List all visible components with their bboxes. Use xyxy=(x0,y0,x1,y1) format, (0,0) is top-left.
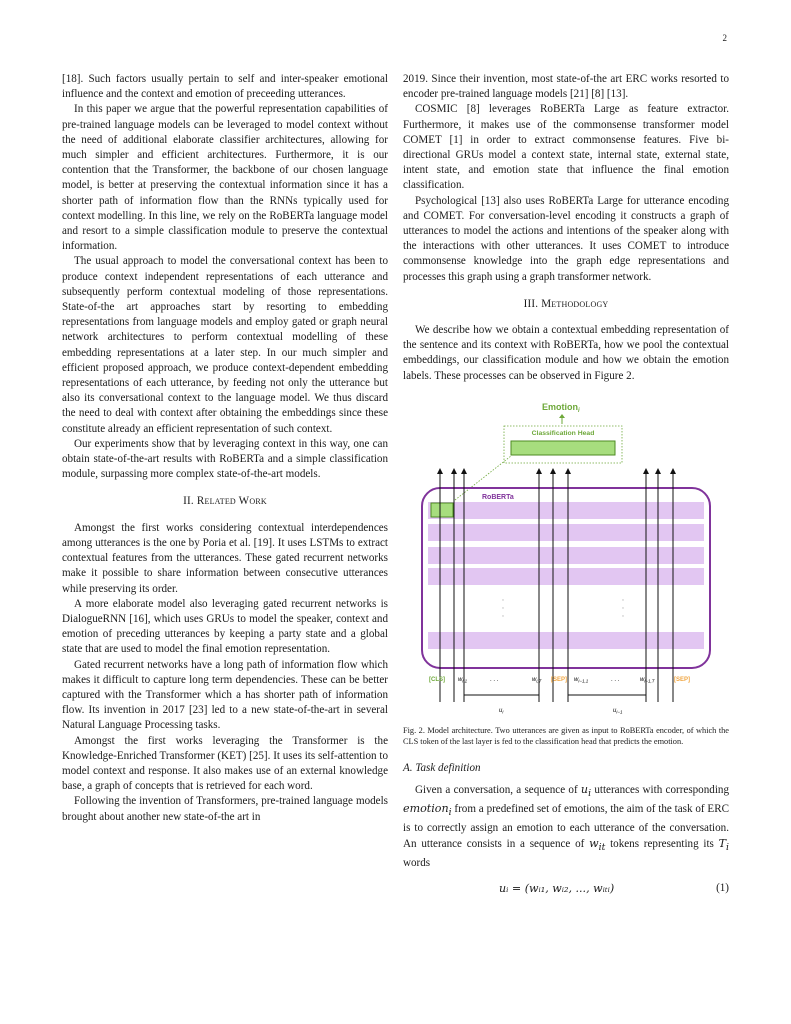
paragraph: Following the invention of Transformers, pre-trained language models brought about another new state-of-the art in xyxy=(62,795,388,823)
sep-token: [SEP] xyxy=(551,676,568,683)
math-var: $u_i$ xyxy=(580,783,592,800)
cls-token: [CLS] xyxy=(429,676,445,683)
token-w-last: $w_{i-1,T}$ xyxy=(640,676,655,684)
token-dots: . . . xyxy=(611,676,620,683)
roberta-label: RoBERTa xyxy=(482,493,514,501)
transformer-layer xyxy=(428,524,704,541)
paragraph: Gated recurrent networks have a long path of information flow which makes it difficult to capture long term dependencies. These can be better captured with the Transformer which a has shorter path of information flow. Its invention in 2017 [23] led to a new state-of-the-art in several Natural Language Processing tasks. xyxy=(62,658,388,732)
math-var: $w_{it}$ xyxy=(589,837,606,854)
input-tokens xyxy=(429,677,690,684)
token-dots: . . . xyxy=(490,676,499,683)
paragraph: In this paper we argue that the powerful representation capabilities of pre-trained language models can be leveraged to model context without the need of additional elaborate classifier architectures, allowing for much simpler and efficient architectures. Furthermore, it is our contention that the Transformer, the backbone of our chosen language model, is better at preserving the contextual information since it has a shorter path of information flow than the RNNs typically used for context modelling. In this line, we rely on the RoBERTa language model and resort to a simple classification module to preserve the contextual information. xyxy=(62,103,388,253)
transformer-layer xyxy=(428,547,704,564)
paragraph: We describe how we obtain a contextual embedding representation of the sentence and its context with RoBERTa, how we pool the contextual embeddings, our classification module and how we obtain the emotion labels. These processes can be observed in Figure 2. xyxy=(403,324,729,382)
classification-head-label: Classification Head xyxy=(531,429,595,437)
architecture-diagram xyxy=(403,390,729,725)
subsection-heading-task-definition: A. Task definition xyxy=(403,761,481,774)
page-number: 2 xyxy=(722,33,727,43)
cls-output-node xyxy=(431,503,453,517)
paragraph: Amongst the first works considering contextual interdependences among utterances is the one by Poria et al. [19]. It uses LSTMs to extract contextual features from the utterances. These gated recurrent networks make it possible to share information between consecutive utterances while preserving its order. xyxy=(62,521,388,595)
arrowhead-icon xyxy=(437,468,676,474)
paragraph: The usual approach to model the conversational context has been to produce context independent representations of each utterance and subsequently perform contextual modeling of those representations. State-of-the art approaches start by resorting to embedding representations from language models and employ gated or graph neural network architectures to perform contextual modelling of these embedding representations at a later step. In our much simpler and efficient proposed approach, we produce context-dependent embedding representations of each utterance, by feeding not only the utterance but also its conversational context to the language model. We thus discard the need to deal with context after obtaining the embeddings since these constitute already an efficient representation of such context. xyxy=(62,255,388,435)
transformer-layer xyxy=(428,502,704,519)
sep-token: [SEP] xyxy=(674,676,691,683)
classification-head-layer xyxy=(511,441,615,455)
math-var: $T_i$ xyxy=(718,837,730,854)
arrowhead-icon xyxy=(559,414,565,418)
math-var: emotion$_i$ xyxy=(403,802,452,819)
section-number: II. xyxy=(183,495,194,508)
figure-2 xyxy=(403,390,729,725)
token-w-i1: $w_{i,1}$ xyxy=(458,676,468,684)
paragraph: 2019. Since their invention, most state-of-the art ERC works resorted to encoder pre-trained language models [21] [8] [13]. xyxy=(403,73,729,101)
equation-number: (1) xyxy=(716,881,729,894)
paragraph: Given a conversation, a sequence of $u_i$ utterances with corresponding emotion$_i$ from a predefined set of emotions, the aim of the task of ERC is to correctly assign an emotion to each utterance of the conversation. An utterance consists in a sequence of $w_{it}$ tokens representing its $T_i$ words xyxy=(403,783,730,869)
paragraph: A more elaborate model also leveraging gated recurrent networks is DialogueRNN [16], which uses GRUs to model the speaker, context and emotion of preceding utterances by keeping a party state and a global state that are used to model the final emotion representation. xyxy=(62,597,388,656)
paragraph: Amongst the first works leveraging the Transformer is the Knowledge-Enriched Transformer (KET) [25]. It uses its self-attention to model context and response. It also makes use of an external knowledge base, a graph of concepts that is retrieved for each word. xyxy=(62,734,388,793)
utterance-brackets xyxy=(464,688,646,695)
paragraph: Psychological [13] also uses RoBERTa Large for utterance encoding and COMET. For conversation-level encoding it constructs a graph of utterances to model the actions and intentions of the speaker along with the interactions with other utterances. It uses COMET to introduce commonsense knowledge into the graph edge representations and processes this graph using a graph transformer network. xyxy=(403,194,729,283)
left-column xyxy=(62,72,388,825)
paragraph: COSMIC [8] leverages RoBERTa Large as feature extractor. Furthermore, it makes use of the commonsense transformer model COMET [1] in order to extract commonsense features. Five bi-directional GRUs model a context state, internal state, external state, intent state, and emotion state that influence the final emotion classification. xyxy=(403,103,729,192)
equation-1 xyxy=(403,881,729,896)
emotion-label: Emotion$_i$ xyxy=(542,401,580,414)
transformer-layer xyxy=(428,568,704,585)
utterance-u-prev: $u_{i-1}$ xyxy=(613,707,623,715)
section-heading-related-work xyxy=(62,494,388,509)
section-title: Related Work xyxy=(196,495,267,508)
section-title: Methodology xyxy=(541,297,609,310)
right-column xyxy=(403,72,729,896)
figure-caption: Fig. 2. Model architecture. Two utterances are given as input to RoBERTa encoder, of which the CLS token of the last layer is fed to the classification head that predicts the emotion. xyxy=(403,725,729,746)
paragraph: Our experiments show that by leveraging context in this way, one can obtain state-of-the-art results with RoBERTa and a simple classification module, surpassing more complex state-of-the-art models. xyxy=(62,437,388,481)
utterance-u-i: $u_i$ xyxy=(499,707,504,715)
token-w-prev1: $w_{i-1,1}$ xyxy=(574,676,589,684)
transformer-layer xyxy=(428,632,704,649)
section-heading-methodology xyxy=(403,297,729,312)
ellipsis-dots xyxy=(502,599,623,616)
token-w-iTi: $w_{i,T}$ xyxy=(532,676,542,684)
paragraph: [18]. Such factors usually pertain to self and inter-speaker emotional influence and the context and emotion of preceeding utterances. xyxy=(62,73,388,101)
equation-body: uᵢ = (wᵢ₁, wᵢ₂, ..., wᵢₜᵢ) xyxy=(499,881,615,895)
section-number: III. xyxy=(523,297,539,310)
